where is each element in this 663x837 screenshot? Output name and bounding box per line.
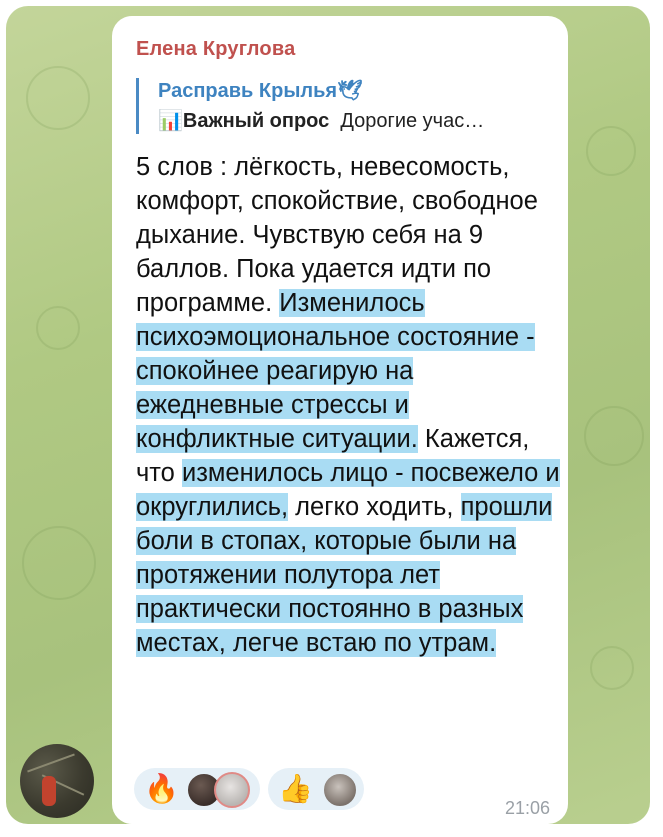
chat-background [6,6,650,824]
message-bubble[interactable] [112,16,568,824]
background-doodle [586,126,636,176]
message-time: 21:06 [504,798,550,818]
message-text [136,150,566,660]
message-segment: 5 слов : лёгкость, невесомость, комфорт, спокойствие, свободное дыхание. Чувствую себя на 9 баллов. Пока удается идти по программе. [136,153,538,317]
message-highlight: изменилось лицо - посвежело и округлились, [136,459,560,521]
avatar-figure [42,776,56,806]
sender-name[interactable]: Елена Круглова [136,38,296,60]
reaction-fire[interactable] [134,768,260,810]
reply-preview-text: Дорогие учас… [340,110,485,132]
reaction-thumbs-up[interactable] [268,768,364,810]
background-doodle [590,646,634,690]
background-doodle [26,66,90,130]
dove-icon: 🕊 [337,80,363,102]
reactor-avatar-2 [214,772,250,808]
reply-title [158,78,362,103]
thumbs-up-icon: 👍 [278,773,313,804]
message-segment: Кажется, что [136,425,530,487]
bar-chart-icon: 📊 [158,110,183,132]
message-highlight: прошли боли в стопах, которые были на протяжении полутора лет практически постоянно в разных местах, легче встаю по утрам. [136,493,553,657]
sender-avatar[interactable] [20,744,94,818]
message-segment: легко ходить, [288,493,461,521]
reply-preview [158,108,558,133]
reactor-avatar-3 [322,772,358,808]
reply-title-text: Расправь Крылья [158,80,338,102]
fire-icon: 🔥 [144,773,179,804]
background-doodle [36,306,80,350]
background-doodle [22,526,96,600]
reply-quote[interactable] [136,78,575,134]
reply-preview-bold: Важный опрос [182,110,330,132]
background-doodle [584,406,644,466]
message-highlight: Изменилось психоэмоциональное состояние - спокойнее реагирую на ежедневные стрессы и конфликтные ситуации. [136,289,535,453]
